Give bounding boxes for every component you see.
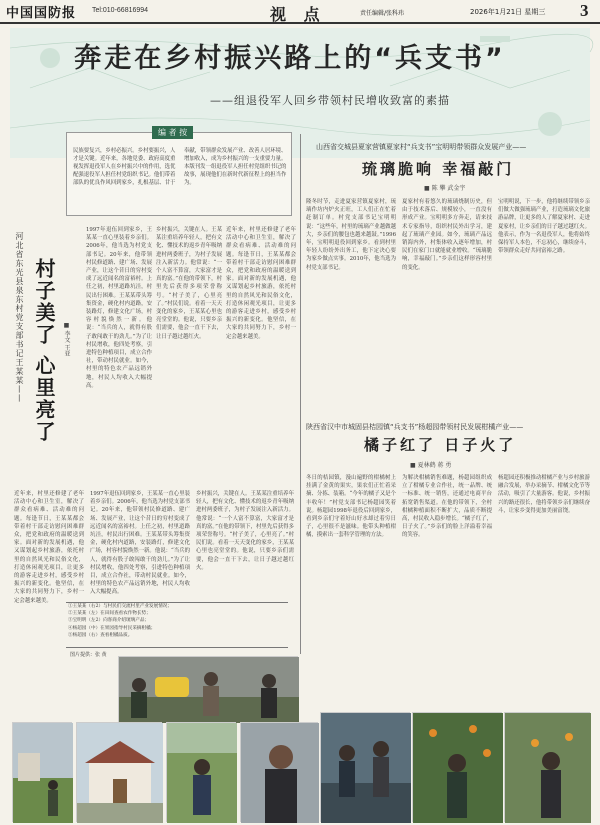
right-article-2-kicker: 陕西省汉中市城固县桔园镇“兵支书”杨超园带领村民发展柑橘产业—— (306, 423, 524, 431)
photo-captions (66, 602, 288, 648)
caption-line: ⑤杨超园（右）查看柑橘品质。 (68, 632, 133, 638)
right-article-1-author: ■ 陈 攀 武金宇 (424, 185, 466, 192)
issue-date: 2026年1月21日 星期三 (470, 8, 546, 16)
right-article-2-title: 橘子红了 日子火了 (364, 436, 517, 454)
masthead (0, 0, 600, 24)
left-article-title: 村子美了 心里亮了 (32, 258, 56, 443)
masthead-tel: Tel:010-66816994 (92, 7, 149, 14)
page-number: 3 (580, 1, 589, 20)
editor-note-tag: 编 者 按 (152, 126, 193, 139)
right-article-1-title: 琉璃脆响 幸福敲门 (362, 160, 515, 178)
photo-village-house (76, 722, 162, 822)
right-article-1-col-3: 宝明明说，下一步，他将继续带领乡亲们做大做强琉璃产业，打造琉璃文化旅游品牌，让更多的人了解夏家村、走进夏家村，让乡亲们的日子越过越红火。他表示，作为一名退役军人，他将始终保持军人本色，不忘初心，继续奋斗，带领群众走好共同富裕之路。 (498, 199, 590, 255)
right-article-1-col-1: 隆冬时节，走进夏家营镇夏家村，琉璃作坊内炉火正旺，工人们正在忙着赶制订单。村党支部书记宝明明说：“这些年，村里的琉璃产业越做越大，乡亲们的腰包也越来越鼓。”1996年，宝明明退役回到家乡。看到村里年轻人纷纷外出务工，他下定决心要为家乡做点实事。2010年，他当选为村党支部书记。 (306, 199, 396, 271)
section-name: 视 点 (270, 5, 326, 24)
photo-orange-inspection (504, 712, 590, 822)
editor-credit: 责任编辑/张科玮 (360, 10, 405, 17)
photo-field-inspection (166, 722, 236, 822)
left-article-col-4: 近年来，村里还修建了老年活动中心和卫生室，解决了群众看病难、活动难的问题。每逢节日，王某某都会带着村干部走访慰问困难群众，把党和政府的温暖送到家。面对新的发展机遇，他又谋划起乡村旅游，依托村里的自然风光和民俗文化，打造休闲观光项目，让更多的游客走进乡村，感受乡村振兴的新变化。他坚信，在大家的共同努力下，乡村一定会越来越美。 (14, 491, 84, 604)
photo-glassware-workshop (320, 712, 410, 822)
caption-line: ①王某某（右2）与村民们交流村里产业发展情况； (68, 604, 172, 609)
photo-officer-portrait (240, 722, 318, 822)
column-divider (300, 134, 301, 654)
newspaper-logo: 中国国防报 (6, 6, 77, 21)
left-article-col-2: 乡村振兴，关键在人。王某某注重培养年轻人，把有文化、懂技术的返乡青年吸纳进村两委班子，为村子发展注入新活力。他常说：“一个人富不算富，大家富才是真的富。”在他的带领下，村里先后获得多项荣誉称号。“村子美了，心里亮了。”村民们说。看着一天天变化的家乡，王某某心里也亮堂堂的。他说，只要乡亲们需要，他会一直干下去，让日子越过越红火。 (156, 227, 222, 340)
photo-orchard-harvest (412, 712, 502, 822)
right-article-1-kicker: 山西省交城县夏家营镇夏家村“兵支书”宝明明带领群众发展产业—— (316, 143, 527, 151)
left-article-kicker: 河北省东光县泉东村党支部书记王某某—— (15, 232, 24, 403)
photo-credit: 图片提供：张 黄 (70, 652, 107, 658)
left-article-col-6: 乡村振兴，关键在人。王某某注重培养年轻人，把有文化、懂技术的返乡青年吸纳进村两委班子，为村子发展注入新活力。他常说：“一个人富不算富，大家富才是真的富。”在他的带领下，村里先后获得多项荣誉称号。“村子美了，心里亮了。”村民们说。看着一天天变化的家乡，王某某心里也亮堂堂的。他说，只要乡亲们需要，他会一直干下去，让日子越过越红火。 (196, 491, 294, 571)
page-title: 奔走在乡村振兴路上的“兵支书” (74, 43, 506, 74)
photo-villagers-meeting (118, 656, 298, 722)
right-article-2-col-1: 冬日的桔园镇，漫山遍野的柑橘树上挂满了金黄的果实，果农们正忙着采摘、分拣、装箱。“今年的橘子又是个丰收年！”村党支部书记杨超园笑着说。杨超园1998年退役后回到家乡，看到乡亲们守着好山好水却过着穷日子，心里很不是滋味。他带头种植柑橘，摸索出一套科学管理的方法。 (306, 475, 396, 539)
right-article-1-col-2: 夏家村有着悠久的琉璃烧制历史，但由于技术落后、规模较小，一直没有形成产业。宝明明多方奔走，请来技术专家指导，组织村民外出学习，建起了琉璃产业园。如今，琉璃产品远销海内外，村集体收入逐年增加，村民们在家门口就能就业增收。“琉璃脆响，幸福敲门。”乡亲们这样形容村里的变化。 (402, 199, 492, 271)
caption-line: ③宝明明（左2）向客商介绍琉璃产品； (68, 618, 150, 624)
editor-note-box (66, 132, 292, 216)
right-article-2-col-2: 为解决柑橘销售难题，杨超园组织成立了柑橘专业合作社，统一品牌、统一标准、统一销售，还通过电商平台拓宽销售渠道。在他的带领下，全村柑橘种植面积不断扩大，品质不断提高，村民收入稳步增长。“橘子红了，日子火了。”乡亲们的脸上洋溢着幸福的笑容。 (402, 475, 492, 539)
left-article-col-5: 1997年退伍回到家乡，王某某一直心里装着乡亲们。2006年，他当选为村党支部书记。20年来，他带领村民修道路、建广场、发展产业，让这个昔日的穷村变成了远近闻名的富裕村。上任之初，村里道路坑洼，村民出行困难。王某某带头筹集资金，硬化村内道路，安装路灯，修建文化广场，村容村貌焕然一新。他说：“当兵的人，就得有股子敢闯敢干的劲儿。”为了让村民增收，他四处考察，引进特色种植项目，成立合作社，带动村民就业。如今，村里的特色农产品远销外地，村民人均收入大幅提高。 (90, 491, 190, 596)
caption-line: ④杨超园（中）在果园指导村民采摘柑橘； (68, 625, 156, 631)
right-article-2-author: ■ 夏林鹤 蒋 勇 (410, 462, 452, 469)
right-article-2-col-3: 杨超园还积极推动柑橘产业与乡村旅游融合发展，举办采摘节、柑橘文化节等活动，吸引了大量游客。他说，乡村振兴的路还很长，他将带领乡亲们继续奋斗，让家乡变得更加美丽富饶。 (498, 475, 590, 514)
photo-village-street (12, 722, 72, 822)
page-subtitle: ——组退役军人回乡带领村民增收致富的素描 (210, 94, 450, 107)
editor-note-text: 民族要复兴，乡村必振兴。乡村要振兴，人才是关键。近年来，各地党委、政府高度重视发挥退役军人在乡村振兴中的作用，选优配强退役军人担任村党组织书记。他们带着部队的优良作风回到家乡，扎根基层、甘于奉献，带领群众发展产业、改善人居环境、增加收入，成为乡村振兴的一支重要力量。本版刊发一组退役军人担任村党组织书记的故事，展现他们在新时代新征程上的担当作为。 (73, 148, 287, 186)
left-article-author: ■ 李文 王亚 (63, 322, 70, 357)
caption-line: ②王某某（左）在田间查看农作物长势； (68, 611, 151, 617)
left-article-col-3: 近年来，村里还修建了老年活动中心和卫生室，解决了群众看病难、活动难的问题。每逢节日，王某某都会带着村干部走访慰问困难群众，把党和政府的温暖送到家。面对新的发展机遇，他又谋划起乡村旅游，依托村里的自然风光和民俗文化，打造休闲观光项目，让更多的游客走进乡村，感受乡村振兴的新变化。他坚信，在大家的共同努力下，乡村一定会越来越美。 (226, 227, 296, 340)
left-article-col-1: 1997年退伍回到家乡，王某某一直心里装着乡亲们。2006年，他当选为村党支部书记。20年来，他带领村民修道路、建广场、发展产业，让这个昔日的穷村变成了远近闻名的富裕村。上任之初，村里道路坑洼，村民出行困难。王某某带头筹集资金，硬化村内道路，安装路灯，修建文化广场，村容村貌焕然一新。他说：“当兵的人，就得有股子敢闯敢干的劲儿。”为了让村民增收，他四处考察，引进特色种植项目，成立合作社，带动村民就业。如今，村里的特色农产品远销外地，村民人均收入大幅提高。 (86, 227, 152, 389)
